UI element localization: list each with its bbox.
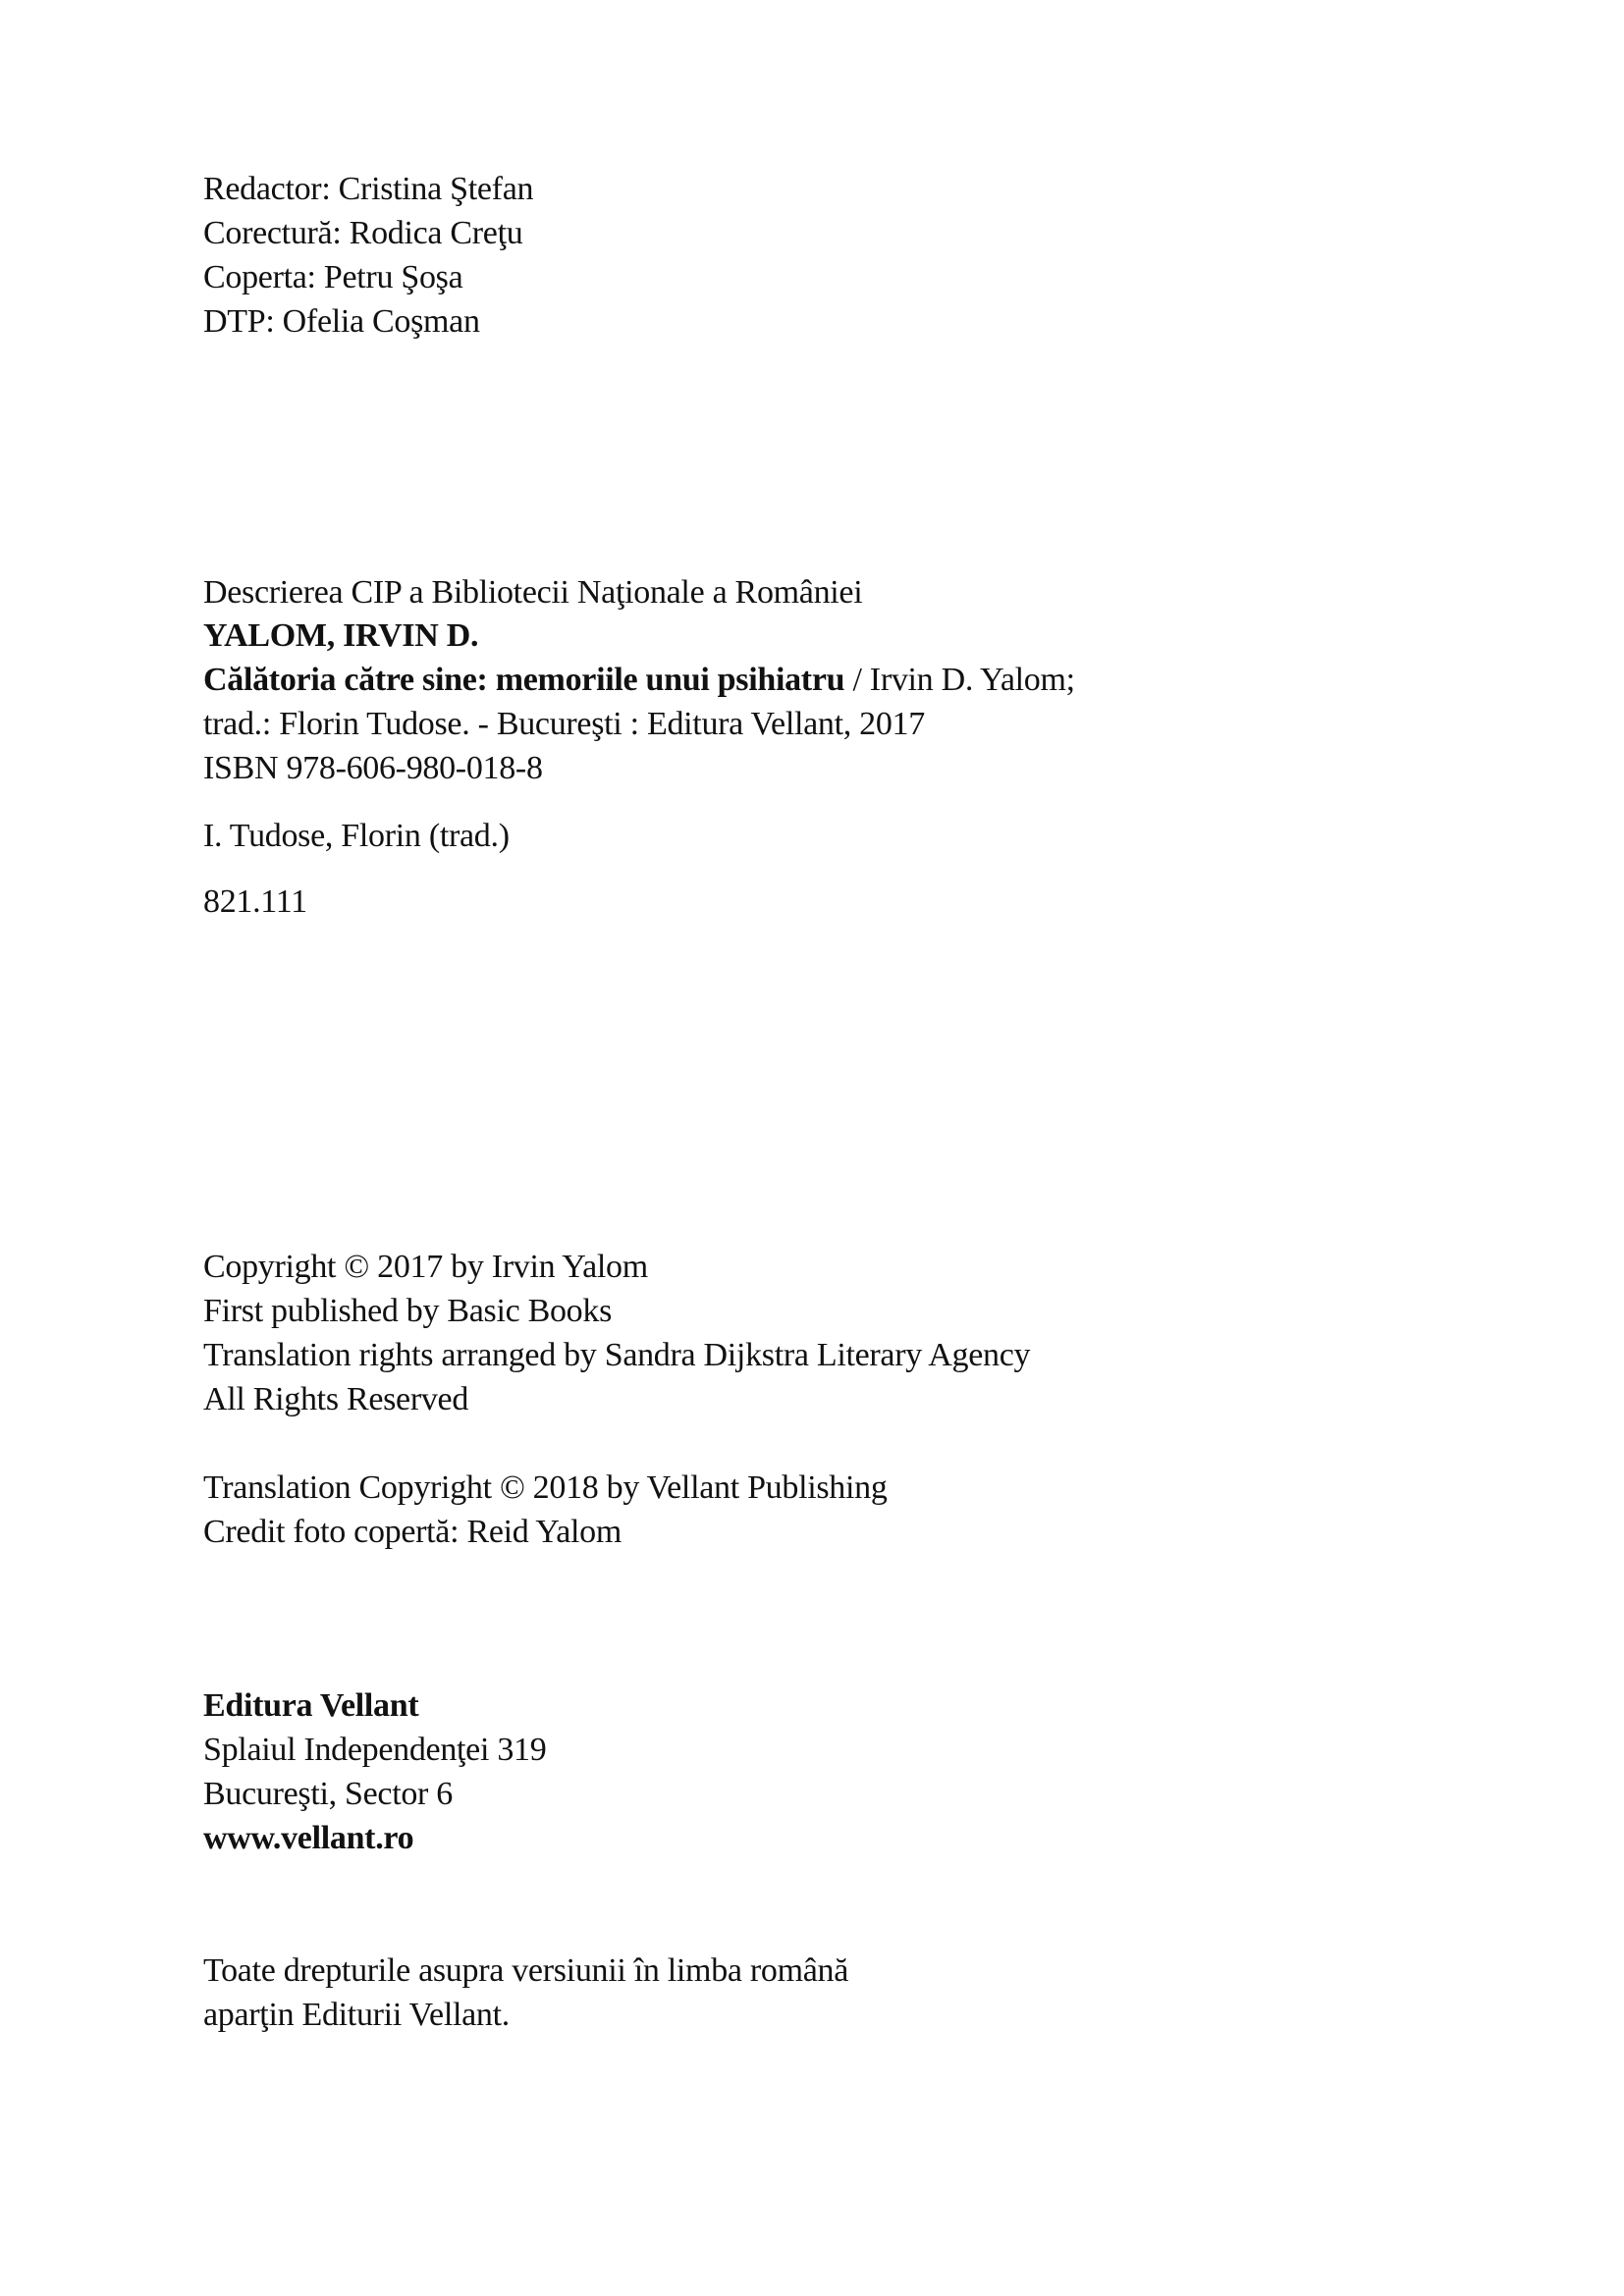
cip-heading: Descrierea CIP a Bibliotecii Naţionale a României — [203, 574, 863, 611]
copyright-line: First published by Basic Books — [203, 1293, 613, 1329]
cip-classification: 821.111 — [203, 883, 307, 920]
credit-cover: Coperta: Petru Şoşa — [203, 259, 463, 295]
publisher-street: Splaiul Independenţei 319 — [203, 1732, 547, 1768]
cip-translator: I. Tudose, Florin (trad.) — [203, 818, 510, 854]
cip-title-rest: / Irvin D. Yalom; — [844, 662, 1075, 698]
cip-author: YALOM, IRVIN D. — [203, 617, 479, 654]
cip-title — [203, 658, 1075, 702]
cip-title-bold: Călătoria către sine: memoriile unui psihiatru — [203, 662, 845, 698]
rights-notice-line: aparţin Editurii Vellant. — [203, 1997, 510, 2033]
copyright-line: Translation rights arranged by Sandra Dijkstra Literary Agency — [203, 1337, 1031, 1373]
cover-photo-credit: Credit foto copertă: Reid Yalom — [203, 1514, 623, 1550]
copyright-line: All Rights Reserved — [203, 1381, 469, 1417]
credit-editor: Redactor: Cristina Ştefan — [203, 171, 534, 207]
publisher-city: Bucureşti, Sector 6 — [203, 1776, 453, 1812]
credit-dtp: DTP: Ofelia Coşman — [203, 303, 480, 340]
credit-proofreader: Corectură: Rodica Creţu — [203, 215, 523, 251]
rights-notice-line: Toate drepturile asupra versiunii în limba română — [203, 1952, 849, 1989]
copyright-line: Copyright © 2017 by Irvin Yalom — [203, 1249, 648, 1285]
cip-imprint: trad.: Florin Tudose. - Bucureşti : Editura Vellant, 2017 — [203, 706, 925, 742]
cip-isbn: ISBN 978-606-980-018-8 — [203, 750, 543, 786]
publisher-name: Editura Vellant — [203, 1687, 419, 1724]
publisher-website[interactable]: www.vellant.ro — [203, 1820, 414, 1856]
translation-copyright: Translation Copyright © 2018 by Vellant Publishing — [203, 1469, 888, 1506]
